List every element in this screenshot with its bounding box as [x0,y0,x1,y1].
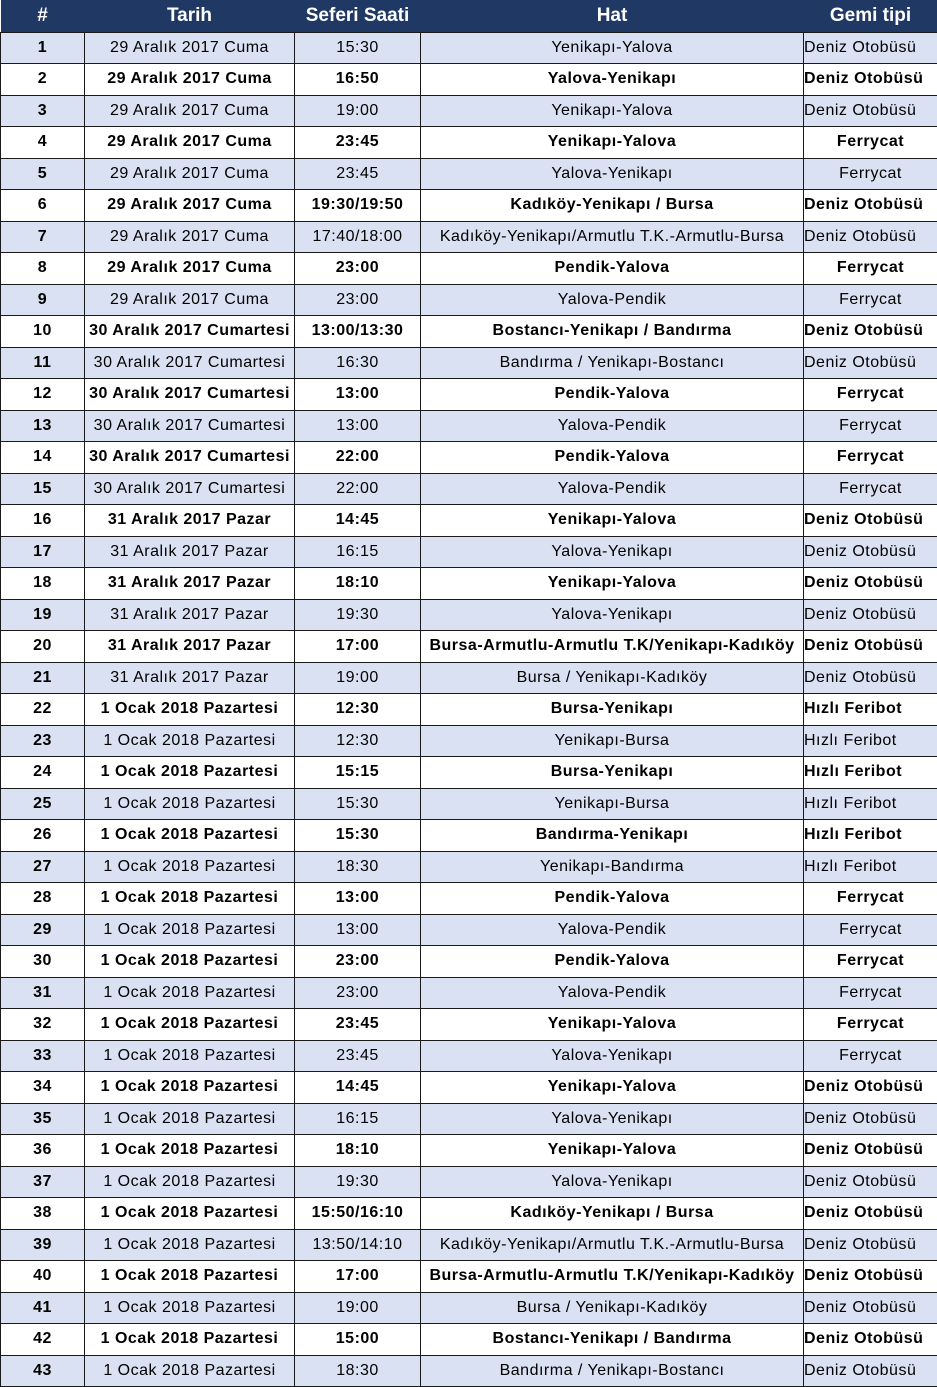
cell-ship-type: Deniz Otobüsü [804,631,937,663]
table-row [1,284,937,316]
cell-time: 17:00 [295,1261,421,1293]
cell-number: 15 [1,473,85,505]
cell-number: 25 [1,788,85,820]
cell-time: 19:00 [295,662,421,694]
cell-route: Bandırma / Yenikapı-Bostancı [421,1355,804,1387]
table-row [1,1072,937,1104]
cell-time: 23:45 [295,1040,421,1072]
cell-time: 23:00 [295,946,421,978]
cell-number: 9 [1,284,85,316]
cell-date: 30 Aralık 2017 Cumartesi [85,347,295,379]
cell-date: 29 Aralık 2017 Cuma [85,221,295,253]
cell-date: 1 Ocak 2018 Pazartesi [85,1261,295,1293]
table-row [1,1229,937,1261]
cell-route: Kadıköy-Yenikapı / Bursa [421,190,804,222]
cell-number: 29 [1,914,85,946]
cell-time: 16:50 [295,64,421,96]
cell-time: 13:00 [295,410,421,442]
cell-route: Yalova-Yenikapı [421,536,804,568]
cell-route: Yenikapı-Yalova [421,127,804,159]
cell-route: Yalova-Yenikapı [421,1166,804,1198]
table-row [1,379,937,411]
table-row [1,946,937,978]
table-row [1,505,937,537]
cell-time: 19:00 [295,95,421,127]
cell-time: 12:30 [295,725,421,757]
cell-time: 18:30 [295,1355,421,1387]
cell-route: Bursa / Yenikapı-Kadıköy [421,1292,804,1324]
cell-number: 2 [1,64,85,96]
cell-date: 30 Aralık 2017 Cumartesi [85,442,295,474]
cell-number: 18 [1,568,85,600]
cell-date: 1 Ocak 2018 Pazartesi [85,1135,295,1167]
cell-date: 29 Aralık 2017 Cuma [85,64,295,96]
table-row [1,1166,937,1198]
cell-ship-type: Hızlı Feribot [804,788,937,820]
cell-route: Pendik-Yalova [421,379,804,411]
table-row [1,851,937,883]
header-ship-type: Gemi tipi [804,0,937,32]
cell-number: 30 [1,946,85,978]
cell-number: 4 [1,127,85,159]
cell-ship-type: Deniz Otobüsü [804,1261,937,1293]
cell-time: 13:00 [295,883,421,915]
cell-ship-type: Hızlı Feribot [804,820,937,852]
cell-ship-type: Deniz Otobüsü [804,1166,937,1198]
cell-time: 14:45 [295,1072,421,1104]
cell-date: 1 Ocak 2018 Pazartesi [85,1009,295,1041]
cell-ship-type: Deniz Otobüsü [804,1324,937,1356]
table-row [1,410,937,442]
cell-route: Bandırma / Yenikapı-Bostancı [421,347,804,379]
cell-time: 15:30 [295,32,421,64]
cell-date: 29 Aralık 2017 Cuma [85,284,295,316]
cell-number: 27 [1,851,85,883]
header-route: Hat [421,0,804,32]
cell-ship-type: Deniz Otobüsü [804,1103,937,1135]
cell-date: 30 Aralık 2017 Cumartesi [85,410,295,442]
table-row [1,473,937,505]
cell-number: 36 [1,1135,85,1167]
cell-route: Yalova-Pendik [421,977,804,1009]
cell-ship-type: Deniz Otobüsü [804,505,937,537]
cell-time: 14:45 [295,505,421,537]
cell-ship-type: Hızlı Feribot [804,725,937,757]
cell-number: 42 [1,1324,85,1356]
table-row [1,1324,937,1356]
cell-number: 10 [1,316,85,348]
table-row [1,820,937,852]
cell-time: 23:00 [295,284,421,316]
cell-ship-type: Ferrycat [804,158,937,190]
cell-route: Yalova-Yenikapı [421,64,804,96]
cell-number: 21 [1,662,85,694]
cell-ship-type: Ferrycat [804,883,937,915]
cell-date: 1 Ocak 2018 Pazartesi [85,883,295,915]
cell-ship-type: Deniz Otobüsü [804,536,937,568]
cell-route: Bandırma-Yenikapı [421,820,804,852]
cell-date: 30 Aralık 2017 Cumartesi [85,379,295,411]
cell-number: 32 [1,1009,85,1041]
cell-ship-type: Hızlı Feribot [804,757,937,789]
cell-date: 1 Ocak 2018 Pazartesi [85,1072,295,1104]
cell-ship-type: Ferrycat [804,473,937,505]
table-row [1,1355,937,1387]
cell-route: Yenikapı-Bursa [421,788,804,820]
table-row [1,977,937,1009]
cell-number: 34 [1,1072,85,1104]
cell-ship-type: Hızlı Feribot [804,694,937,726]
cell-date: 29 Aralık 2017 Cuma [85,253,295,285]
cell-number: 17 [1,536,85,568]
cell-route: Yalova-Yenikapı [421,1040,804,1072]
cell-date: 1 Ocak 2018 Pazartesi [85,1229,295,1261]
cell-route: Pendik-Yalova [421,946,804,978]
cell-date: 31 Aralık 2017 Pazar [85,662,295,694]
table-row [1,316,937,348]
cell-time: 23:45 [295,158,421,190]
cell-number: 38 [1,1198,85,1230]
cell-date: 31 Aralık 2017 Pazar [85,631,295,663]
cell-ship-type: Deniz Otobüsü [804,190,937,222]
table-row [1,1009,937,1041]
table-row [1,1198,937,1230]
cell-number: 23 [1,725,85,757]
cell-route: Yalova-Pendik [421,914,804,946]
cell-date: 31 Aralık 2017 Pazar [85,505,295,537]
table-row [1,788,937,820]
cell-date: 30 Aralık 2017 Cumartesi [85,316,295,348]
cell-date: 31 Aralık 2017 Pazar [85,536,295,568]
cell-time: 13:00 [295,379,421,411]
cell-route: Pendik-Yalova [421,253,804,285]
cell-number: 22 [1,694,85,726]
cell-route: Bostancı-Yenikapı / Bandırma [421,316,804,348]
cell-time: 15:15 [295,757,421,789]
cell-route: Yalova-Yenikapı [421,599,804,631]
cell-time: 22:00 [295,473,421,505]
cell-number: 11 [1,347,85,379]
cell-date: 1 Ocak 2018 Pazartesi [85,946,295,978]
table-row [1,1135,937,1167]
cell-route: Yenikapı-Yalova [421,95,804,127]
cell-ship-type: Deniz Otobüsü [804,1229,937,1261]
cell-date: 29 Aralık 2017 Cuma [85,127,295,159]
cell-number: 6 [1,190,85,222]
header-date: Tarih [85,0,295,32]
cell-ship-type: Deniz Otobüsü [804,1292,937,1324]
cell-time: 23:45 [295,127,421,159]
cell-number: 8 [1,253,85,285]
table-row [1,536,937,568]
cell-ship-type: Deniz Otobüsü [804,347,937,379]
cell-route: Bursa / Yenikapı-Kadıköy [421,662,804,694]
table-row [1,32,937,64]
cell-number: 13 [1,410,85,442]
cell-number: 26 [1,820,85,852]
cell-time: 23:00 [295,977,421,1009]
cell-ship-type: Ferrycat [804,1040,937,1072]
cell-number: 33 [1,1040,85,1072]
header-departure-time: Seferi Saati [295,0,421,32]
cell-route: Kadıköy-Yenikapı/Armutlu T.K.-Armutlu-Bursa [421,1229,804,1261]
cell-number: 39 [1,1229,85,1261]
cell-route: Pendik-Yalova [421,883,804,915]
cell-date: 31 Aralık 2017 Pazar [85,599,295,631]
cell-ship-type: Ferrycat [804,127,937,159]
cell-date: 29 Aralık 2017 Cuma [85,32,295,64]
cell-time: 19:30 [295,599,421,631]
cell-ship-type: Deniz Otobüsü [804,316,937,348]
cell-date: 29 Aralık 2017 Cuma [85,95,295,127]
cell-ship-type: Deniz Otobüsü [804,568,937,600]
cell-date: 1 Ocak 2018 Pazartesi [85,694,295,726]
cell-route: Yenikapı-Yalova [421,32,804,64]
cell-date: 1 Ocak 2018 Pazartesi [85,1355,295,1387]
cell-number: 7 [1,221,85,253]
table-row [1,1040,937,1072]
cell-time: 23:00 [295,253,421,285]
cell-number: 20 [1,631,85,663]
cell-route: Kadıköy-Yenikapı/Armutlu T.K.-Armutlu-Bursa [421,221,804,253]
cell-ship-type: Ferrycat [804,410,937,442]
cell-time: 16:15 [295,536,421,568]
cell-time: 19:00 [295,1292,421,1324]
cell-date: 1 Ocak 2018 Pazartesi [85,1324,295,1356]
cell-date: 1 Ocak 2018 Pazartesi [85,820,295,852]
cell-date: 1 Ocak 2018 Pazartesi [85,1198,295,1230]
cell-date: 1 Ocak 2018 Pazartesi [85,757,295,789]
cell-date: 1 Ocak 2018 Pazartesi [85,1292,295,1324]
cell-time: 18:10 [295,568,421,600]
cell-route: Yenikapı-Yalova [421,505,804,537]
cell-time: 15:30 [295,820,421,852]
table-row [1,95,937,127]
cell-number: 16 [1,505,85,537]
cell-time: 15:50/16:10 [295,1198,421,1230]
cell-ship-type: Deniz Otobüsü [804,64,937,96]
cell-number: 19 [1,599,85,631]
cell-number: 43 [1,1355,85,1387]
cell-time: 18:30 [295,851,421,883]
cell-ship-type: Deniz Otobüsü [804,95,937,127]
cell-number: 41 [1,1292,85,1324]
table-row [1,1261,937,1293]
cell-number: 31 [1,977,85,1009]
cell-ship-type: Deniz Otobüsü [804,662,937,694]
cell-route: Yalova-Pendik [421,473,804,505]
cell-date: 1 Ocak 2018 Pazartesi [85,914,295,946]
cell-time: 16:30 [295,347,421,379]
table-header [1,0,937,32]
cell-route: Yalova-Yenikapı [421,1103,804,1135]
cell-time: 13:50/14:10 [295,1229,421,1261]
table-row [1,662,937,694]
cell-time: 19:30 [295,1166,421,1198]
table-row [1,599,937,631]
cell-route: Kadıköy-Yenikapı / Bursa [421,1198,804,1230]
cell-ship-type: Ferrycat [804,946,937,978]
header-number: # [1,0,85,32]
cell-ship-type: Deniz Otobüsü [804,599,937,631]
cell-route: Bursa-Yenikapı [421,694,804,726]
cell-route: Pendik-Yalova [421,442,804,474]
cell-route: Yenikapı-Yalova [421,1135,804,1167]
cell-ship-type: Deniz Otobüsü [804,1198,937,1230]
cell-time: 19:30/19:50 [295,190,421,222]
cell-route: Yenikapı-Yalova [421,568,804,600]
cell-number: 24 [1,757,85,789]
cell-date: 29 Aralık 2017 Cuma [85,158,295,190]
cell-time: 15:00 [295,1324,421,1356]
cell-ship-type: Ferrycat [804,284,937,316]
table-body [1,32,937,1387]
table-row [1,757,937,789]
cell-date: 1 Ocak 2018 Pazartesi [85,851,295,883]
cell-date: 31 Aralık 2017 Pazar [85,568,295,600]
header-row [1,0,937,32]
table-row [1,694,937,726]
cell-number: 40 [1,1261,85,1293]
table-row [1,1292,937,1324]
cell-date: 1 Ocak 2018 Pazartesi [85,977,295,1009]
cell-number: 12 [1,379,85,411]
cell-ship-type: Deniz Otobüsü [804,1135,937,1167]
cell-ship-type: Ferrycat [804,442,937,474]
cell-number: 3 [1,95,85,127]
cell-ship-type: Ferrycat [804,253,937,285]
cell-date: 1 Ocak 2018 Pazartesi [85,1040,295,1072]
cell-route: Yalova-Yenikapı [421,158,804,190]
cell-time: 17:40/18:00 [295,221,421,253]
cell-ship-type: Deniz Otobüsü [804,1355,937,1387]
cell-time: 18:10 [295,1135,421,1167]
cell-ship-type: Hızlı Feribot [804,851,937,883]
cell-number: 1 [1,32,85,64]
cell-time: 17:00 [295,631,421,663]
cell-time: 16:15 [295,1103,421,1135]
table-row [1,158,937,190]
cell-route: Yalova-Pendik [421,410,804,442]
cell-ship-type: Deniz Otobüsü [804,221,937,253]
cell-date: 1 Ocak 2018 Pazartesi [85,1103,295,1135]
cell-route: Yenikapı-Yalova [421,1072,804,1104]
table-row [1,725,937,757]
cell-route: Yalova-Pendik [421,284,804,316]
table-row [1,64,937,96]
cell-time: 15:30 [295,788,421,820]
cell-ship-type: Ferrycat [804,977,937,1009]
cell-time: 13:00 [295,914,421,946]
cell-route: Yenikapı-Bursa [421,725,804,757]
cell-number: 14 [1,442,85,474]
cell-number: 37 [1,1166,85,1198]
cell-number: 28 [1,883,85,915]
table-row [1,631,937,663]
table-row [1,442,937,474]
cell-date: 30 Aralık 2017 Cumartesi [85,473,295,505]
cell-route: Bursa-Armutlu-Armutlu T.K/Yenikapı-Kadıköy [421,631,804,663]
cell-route: Bursa-Yenikapı [421,757,804,789]
cell-number: 5 [1,158,85,190]
table-row [1,347,937,379]
cell-route: Yenikapı-Bandırma [421,851,804,883]
cell-time: 13:00/13:30 [295,316,421,348]
cell-ship-type: Ferrycat [804,1009,937,1041]
table-row [1,883,937,915]
table-row [1,253,937,285]
table-row [1,221,937,253]
table-row [1,190,937,222]
cell-ship-type: Ferrycat [804,379,937,411]
cell-date: 1 Ocak 2018 Pazartesi [85,788,295,820]
table-row [1,568,937,600]
cell-route: Bursa-Armutlu-Armutlu T.K/Yenikapı-Kadıköy [421,1261,804,1293]
cell-ship-type: Deniz Otobüsü [804,1072,937,1104]
cell-route: Yenikapı-Yalova [421,1009,804,1041]
cell-ship-type: Deniz Otobüsü [804,32,937,64]
cell-time: 22:00 [295,442,421,474]
cell-date: 1 Ocak 2018 Pazartesi [85,725,295,757]
table-row [1,127,937,159]
table-row [1,1103,937,1135]
cell-ship-type: Ferrycat [804,914,937,946]
cell-time: 12:30 [295,694,421,726]
cell-date: 1 Ocak 2018 Pazartesi [85,1166,295,1198]
cell-time: 23:45 [295,1009,421,1041]
table-row [1,914,937,946]
cell-date: 29 Aralık 2017 Cuma [85,190,295,222]
cell-number: 35 [1,1103,85,1135]
cell-route: Bostancı-Yenikapı / Bandırma [421,1324,804,1356]
